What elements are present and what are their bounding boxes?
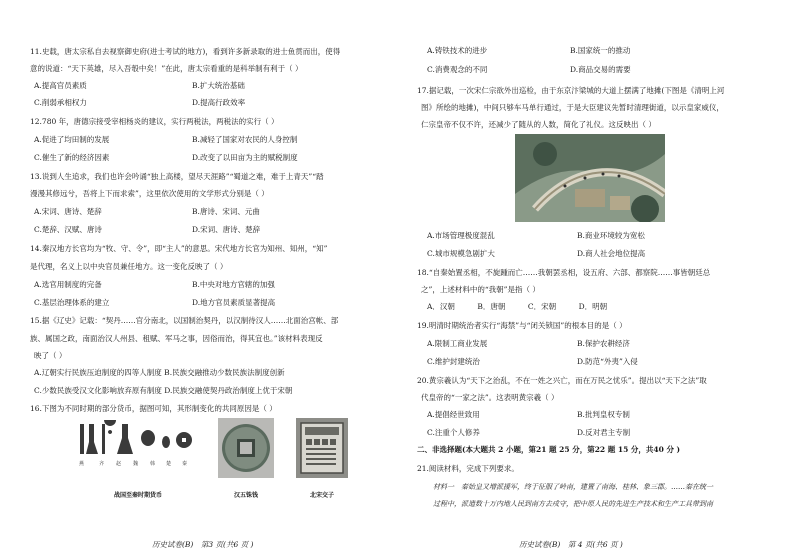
- q20-line1: 20.黄宗羲认为“天下之治乱，不在一姓之兴亡，而在万民之忧乐”。提出以“天下之法”取: [417, 376, 707, 385]
- q12-option-d[interactable]: D.改变了以田亩为主的赋税制度: [192, 153, 298, 162]
- section-heading: 二、非选择题(本大题共 2 小题，第21 题 25 分，第22 题 15 分，共40 分 ): [417, 445, 681, 454]
- q14-line1: 14.秦汉地方长官均为“牧、守、令”，即“主人”的意思。宋代地方长官为知州、知州，“知”: [30, 244, 328, 253]
- q18-line2: 之”，上述材料中的“我朝”是指（ ）: [421, 285, 540, 294]
- q14-line2: 是代理，名义上以中央官员兼任地方。这一变化反映了（ ）: [30, 262, 228, 271]
- q20-option-a[interactable]: A.提倡经世致用: [427, 410, 480, 419]
- painting-scene-icon: [515, 134, 665, 222]
- q13-option-b[interactable]: B.唐诗、宋词、元曲: [192, 207, 260, 216]
- q11-option-d[interactable]: D.提高行政效率: [192, 98, 246, 107]
- q15-line3: 映了（ ）: [34, 351, 67, 360]
- left-footer: 历史试卷(B) 第3 页(共6 页 ): [152, 540, 254, 549]
- right-page: [397, 0, 782, 558]
- q13-line1: 13.说到人生追求，我们也许会吟诵“独上高楼，望尽天涯路”“蜀道之难，难于上青天”“踏: [30, 172, 324, 181]
- q20-option-d[interactable]: D.反对君主专制: [577, 428, 631, 437]
- q13-line2: 漫漫其修远兮，吾将上下而求索”，这里依次使用的文学形式分别是（ ）: [30, 189, 269, 198]
- q16-option-a[interactable]: A.铸铁技术的进步: [427, 46, 488, 55]
- q12-line1: 12.780 年，唐德宗接受宰相杨炎的建议，实行两税法，两税法的实行（ ）: [30, 117, 279, 126]
- wuzhu-coin-image: [218, 418, 274, 478]
- q13-option-c[interactable]: C.楚辞、汉赋、唐诗: [34, 225, 102, 234]
- q14-option-c[interactable]: C.基层治理体系的建立: [34, 298, 110, 307]
- q19-option-a[interactable]: A.限制工商业发展: [427, 339, 488, 348]
- coin-label-3: 魏: [133, 461, 139, 467]
- q13-option-a[interactable]: A.宋词、唐诗、楚辞: [34, 207, 102, 216]
- coin-label-5: 楚: [166, 461, 172, 467]
- q19-option-b[interactable]: B.保护农耕经济: [577, 339, 630, 348]
- q20-option-b[interactable]: B.批判皇权专制: [577, 410, 630, 419]
- coin-label-6: 秦: [182, 461, 188, 467]
- q11-line1: 11.史载，唐太宗私自去视察御史府(进士考试的地方)，看到许多新录取的进士鱼贯而出，使得: [30, 47, 341, 56]
- jiaozi-image: [296, 418, 348, 478]
- coin-caption-1: 战国至秦时期货币: [113, 492, 162, 499]
- q17-option-d[interactable]: D.商人社会地位提高: [577, 249, 646, 258]
- coin-label-2: 赵: [116, 461, 122, 467]
- wuzhu-coin-icon: [218, 418, 274, 478]
- q12-option-b[interactable]: B.减轻了国家对农民的人身控制: [192, 135, 298, 144]
- q21-material-line1: 材料一 秦始皇又增派援军，终于征服了岭南，建置了南海、桂林、象三郡。……秦在统一: [433, 483, 713, 491]
- q19-option-c[interactable]: C.维护封建统治: [427, 357, 480, 366]
- q11-option-a[interactable]: A.提高官员素质: [34, 81, 87, 90]
- q19-line1: 19.明清时期统治者实行“海禁”与“闭关锁国”的根本目的是（ ）: [417, 321, 627, 330]
- q14-option-a[interactable]: A.选官用制度的完备: [34, 280, 102, 289]
- q17-option-c[interactable]: C.城市规模急剧扩大: [427, 249, 495, 258]
- q16-option-c[interactable]: C.消费观念的不同: [427, 65, 488, 74]
- q16-option-b[interactable]: B.国家统一的推动: [570, 46, 631, 55]
- q11-option-c[interactable]: C.削弱承相权力: [34, 98, 87, 107]
- q11-option-b[interactable]: B.扩大统治基础: [192, 81, 245, 90]
- coin-label-4: 韩: [150, 461, 156, 467]
- q21-line1: 21.阅读材料，完成下列要求。: [417, 464, 519, 473]
- qingming-painting-image: [515, 134, 665, 222]
- q18-line1: 18.“自秦始置丞相，不旋踵而亡……我朝罢丞相，设五府、六部、都察院……事皆朝廷总: [417, 268, 711, 277]
- q11-line2: 意的说道：“天下英雄，尽入吾彀中矣！”在此，唐太宗看重的是科举制有利于（ ）: [30, 64, 303, 73]
- q15-line1: 15.据《辽史》记载：“契丹……官分南北，以国制治契丹，以汉制待汉人……北面治宫帐、部: [30, 316, 339, 325]
- q17-line3: 仁宗皇帝不仅不许，还减少了随从的人数，简化了礼仪。这反映出（ ）: [421, 120, 656, 129]
- q13-option-d[interactable]: D.宋词、唐诗、楚辞: [192, 225, 261, 234]
- q14-option-b[interactable]: B.中央对地方官辖的加强: [192, 280, 275, 289]
- jiaozi-banknote-icon: [296, 418, 348, 478]
- q18-options[interactable]: A．汉朝 B．唐朝 C．宋朝 D．明朝: [427, 302, 608, 311]
- coin-label-1: 齐: [99, 461, 105, 467]
- q20-option-c[interactable]: C.注重个人修养: [427, 428, 480, 437]
- q15-option-ab[interactable]: A.辽朝实行民族压迫制度的四等人制度 B.民族交融推动少数民族法制度创新: [34, 368, 285, 377]
- q19-option-d[interactable]: D.防范“外夷”入侵: [577, 357, 638, 366]
- right-footer: 历史试卷(B) 第 4 页(共6 页 ): [519, 540, 623, 549]
- q16-option-d[interactable]: D.商品交易的需要: [570, 65, 631, 74]
- q17-line1: 17.据记载，一次宋仁宗欲外出巡检，由于东京汴梁城的大道上摆满了地摊(下图是《清明上河: [417, 86, 725, 95]
- left-page: [0, 0, 385, 558]
- q15-line2: 族、属国之政，南面治汉人州县、租赋、军马之事，因俗而治，得其宜也。”该材料表现反: [30, 334, 323, 343]
- q12-option-c[interactable]: C.催生了新的经济因素: [34, 153, 110, 162]
- q21-material-line2: 过程中，派遣数十万内地人民到南方去戍守，把中原人民的先进生产技术和生产工具带到南: [433, 500, 713, 508]
- coin-label-0: 燕: [79, 461, 85, 467]
- q14-option-d[interactable]: D.地方官员素质显著提高: [192, 298, 276, 307]
- coin-caption-3: 北宋交子: [309, 492, 334, 499]
- q15-option-cd[interactable]: C.少数民族受汉文化影响放弃原有制度 D.民族交融使契丹政治制度上优于宋朝: [34, 386, 293, 395]
- coin-caption-2: 汉五铢钱: [233, 492, 258, 499]
- ancient-coins-figure: [76, 420, 196, 475]
- q16-line1: 16.下图为不同时期的部分货币，据图可知，其形制变化的共同原因是（ ）: [30, 404, 277, 413]
- q17-option-a[interactable]: A.市场管理极度混乱: [427, 231, 495, 240]
- q12-option-a[interactable]: A.促进了均田制的发展: [34, 135, 110, 144]
- q17-option-b[interactable]: B.商业环境较为宽松: [577, 231, 645, 240]
- q17-line2: 图》所绘的地摊)，中间只够车马单行通过，于是大臣建议先暂时清理街道，以示皇家威仪，: [421, 103, 724, 112]
- q20-line2: 代皇帝的“一家之法”。这表明黄宗羲（ ）: [421, 393, 559, 402]
